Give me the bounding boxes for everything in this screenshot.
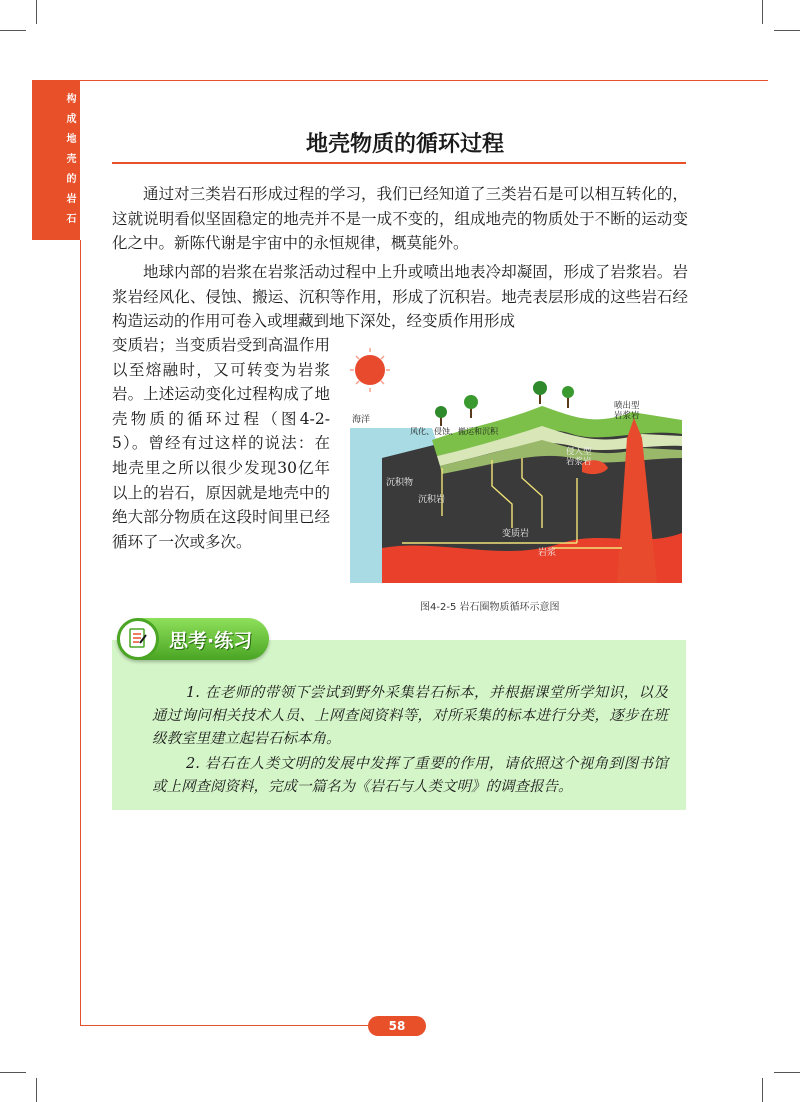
crop-mark [774, 1072, 800, 1073]
left-rule [80, 240, 81, 1025]
crop-mark [36, 1078, 37, 1102]
crop-mark [762, 0, 763, 24]
bottom-rule [80, 1025, 370, 1026]
exercise-item-1: 1. 在老师的带领下尝试到野外采集岩石标本，并根据课堂所学知识，以及通过询问相关技术人员、上网查阅资料等，对所采集的标本进行分类，逐步在班级教室里建立起岩石标本角。 [152, 685, 668, 747]
crop-mark [0, 30, 26, 31]
extrusive-label-2: 岩浆岩 [614, 411, 640, 421]
metamorphic-rock-label: 变质岩 [502, 529, 530, 539]
paragraph-2: 地球内部的岩浆在岩浆活动过程中上升或喷出地表冷却凝固，形成了岩浆岩。岩浆岩经风化、侵蚀、搬运、沉积等作用，形成了沉积岩。地壳表层形成的这些岩石经构造运动的作用可卷入或埋藏到地下深处，经变质作用形成 [112, 263, 688, 330]
sedimentary-rock-label: 沉积岩 [418, 495, 446, 505]
sediment-label: 沉积物 [386, 478, 414, 488]
rock-cycle-diagram [342, 348, 690, 593]
section-title: 地壳物质的循环过程 [305, 132, 504, 157]
weathering-label: 风化、侵蚀、搬运和沉积 [410, 427, 498, 436]
paragraph-2-continued: 变质岩；当变质岩受到高温作用以至熔融时，又可转变为岩浆岩。上述运动变化过程构成了地壳物质的循环过程（图4-2-5）。曾经有过这样的说法：在地壳里之所以很少发现30亿年以上的岩石，原因就是地壳中的绝大部分物质在这段时间里已经循环了一次或多次。 [112, 336, 330, 551]
magma-label: 岩浆 [538, 548, 557, 558]
paragraph-1: 通过对三类岩石形成过程的学习，我们已经知道了三类岩石是可以相互转化的，这就说明看似坚固稳定的地壳并不是一成不变的，组成地壳的物质处于不断的运动变化之中。新陈代谢是宇宙中的永恒规律，概莫能外。 [112, 185, 688, 252]
exercise-title: 思考·练习 [169, 630, 253, 652]
chapter-sidebar [32, 80, 80, 240]
title-rule [112, 162, 686, 164]
crop-mark [774, 30, 800, 31]
intrusive-label-2: 岩浆岩 [566, 457, 592, 467]
chapter-title: 构成地壳的岩石 [64, 93, 75, 233]
top-rule [80, 80, 768, 81]
exercise-item-2: 2. 岩石在人类文明的发展中发挥了重要的作用，请依照这个视角到图书馆或上网查阅资料，完成一篇名为《岩石与人类文明》的调查报告。 [152, 756, 668, 795]
exercise-badge [117, 618, 269, 660]
ocean-label: 海洋 [352, 415, 371, 425]
crop-mark [762, 1078, 763, 1102]
checklist-icon [117, 618, 159, 660]
page-number: 58 [368, 1016, 426, 1036]
extrusive-label-1: 喷出型 [614, 401, 640, 411]
crop-mark [36, 0, 37, 24]
figure-caption: 图4-2-5 岩石圈物质循环示意图 [420, 602, 560, 613]
crop-mark [0, 1072, 26, 1073]
intrusive-label-1: 侵入型 [566, 447, 592, 457]
